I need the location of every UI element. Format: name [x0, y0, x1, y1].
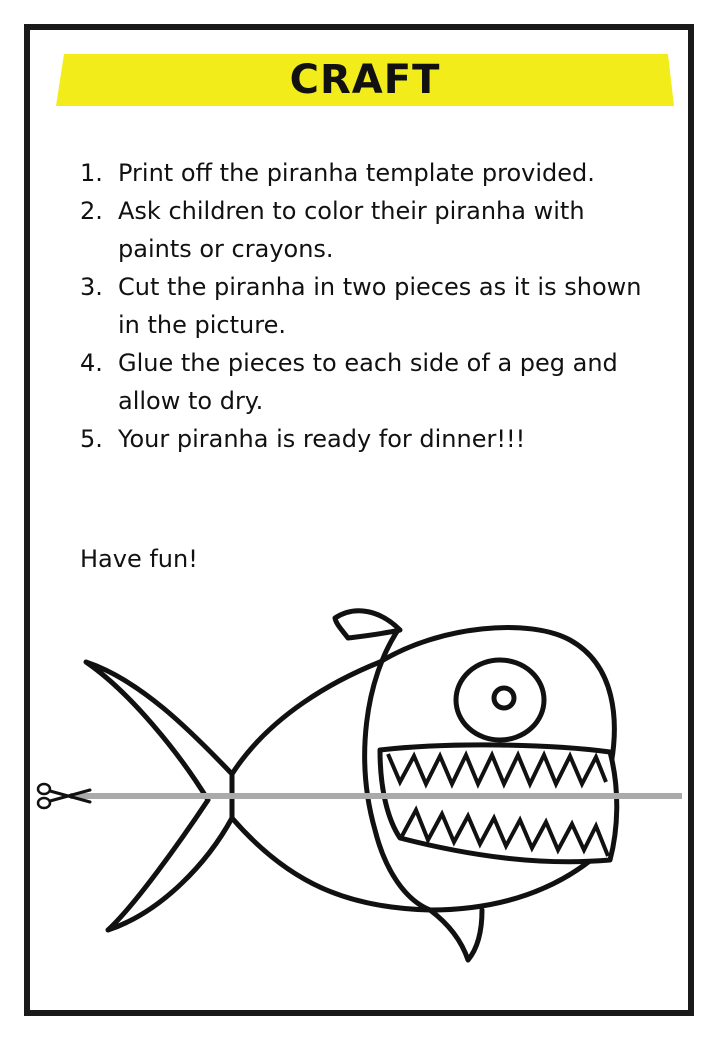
step-number: 5.	[80, 425, 103, 453]
step-text: Your piranha is ready for dinner!!!	[118, 425, 526, 453]
step-number: 3.	[80, 273, 103, 301]
step-text: Ask children to color their piranha with paints or crayons.	[118, 197, 585, 263]
step-number: 1.	[80, 159, 103, 187]
step-number: 4.	[80, 349, 103, 377]
step-text: Glue the pieces to each side of a peg and allow to dry.	[118, 349, 618, 415]
step-text: Print off the piranha template provided.	[118, 159, 595, 187]
piranha-illustration	[30, 30, 688, 1010]
eye-pupil	[494, 688, 514, 708]
step-text: Cut the piranha in two pieces as it is shown in the picture.	[118, 273, 642, 339]
page-title: CRAFT	[289, 57, 441, 103]
pectoral-fin	[430, 910, 482, 960]
dorsal-fin	[335, 611, 400, 638]
closing-text: Have fun!	[80, 545, 198, 573]
page-frame	[24, 24, 694, 1016]
step-number: 2.	[80, 197, 103, 225]
